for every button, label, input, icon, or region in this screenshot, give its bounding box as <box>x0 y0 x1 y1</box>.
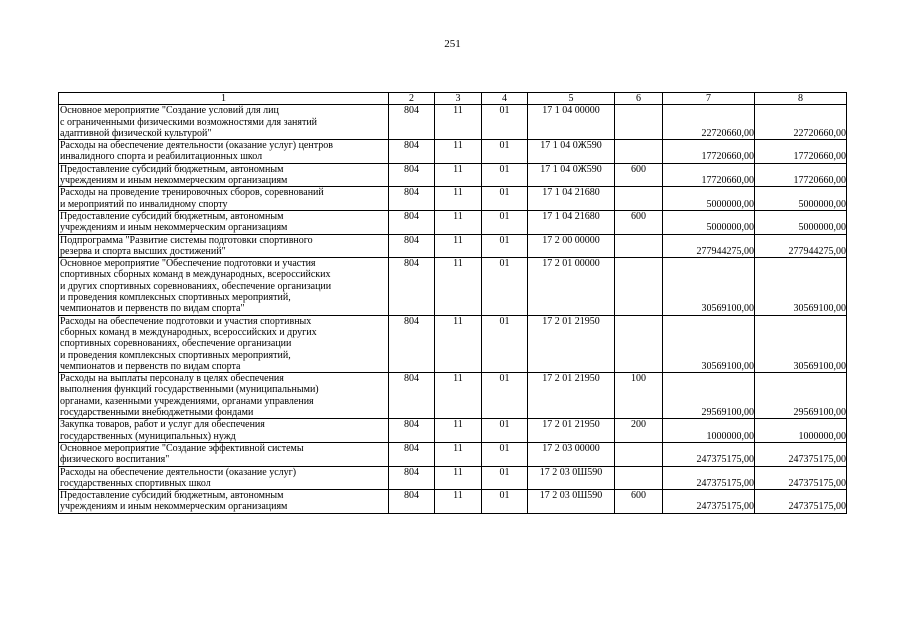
expense-type-cell <box>615 140 663 164</box>
item-name-line: спортивных сборных команд в международных, всероссийских <box>60 269 331 281</box>
item-name-line: государственных спортивных школ <box>60 477 211 489</box>
section-code-cell: 11 <box>435 234 482 258</box>
amount-cell: 30569100,00 <box>663 315 755 372</box>
item-name-line: государственных (муниципальных) нужд <box>60 430 236 442</box>
expense-type-cell <box>615 105 663 140</box>
subsection-code-cell: 01 <box>482 234 528 258</box>
ministry-code-cell: 804 <box>389 258 435 315</box>
amount-cell: 30569100,00 <box>755 315 847 372</box>
amount-cell: 247375175,00 <box>755 466 847 490</box>
item-name-line: Предоставление субсидий бюджетным, автономным <box>60 210 284 222</box>
ministry-code-cell: 804 <box>389 140 435 164</box>
amount-cell: 247375175,00 <box>755 442 847 466</box>
ministry-code-cell: 804 <box>389 373 435 419</box>
table-row <box>59 140 847 164</box>
ministry-code-cell: 804 <box>389 490 435 514</box>
item-name-cell <box>59 234 389 258</box>
item-name-cell <box>59 419 389 443</box>
section-code-cell: 11 <box>435 373 482 419</box>
target-article-cell: 17 2 01 21950 <box>528 315 615 372</box>
item-name-line: учреждениям и иным некоммерческим организациям <box>60 501 288 513</box>
header-cell: 5 <box>528 93 615 105</box>
target-article-cell: 17 1 04 00000 <box>528 105 615 140</box>
header-cell: 3 <box>435 93 482 105</box>
item-name-line: Основное мероприятие "Обеспечение подготовки и участия <box>60 258 316 270</box>
amount-cell: 17720660,00 <box>663 140 755 164</box>
item-name-line: выполнения функций государственными (муниципальными) <box>60 384 319 396</box>
ministry-code-cell: 804 <box>389 210 435 234</box>
amount-cell: 22720660,00 <box>663 105 755 140</box>
header-cell: 1 <box>59 93 389 105</box>
table-header-row <box>59 93 847 105</box>
table-row <box>59 105 847 140</box>
item-name-cell <box>59 315 389 372</box>
item-name-line: учреждениям и иным некоммерческим организациям <box>60 222 288 234</box>
budget-table <box>58 92 847 514</box>
amount-cell: 30569100,00 <box>755 258 847 315</box>
item-name-cell <box>59 442 389 466</box>
ministry-code-cell: 804 <box>389 187 435 211</box>
header-cell: 2 <box>389 93 435 105</box>
section-code-cell: 11 <box>435 419 482 443</box>
target-article-cell: 17 2 03 00000 <box>528 442 615 466</box>
item-name-cell <box>59 373 389 419</box>
section-code-cell: 11 <box>435 258 482 315</box>
item-name-line: и мероприятий по инвалидному спорту <box>60 198 228 210</box>
target-article-cell: 17 2 01 00000 <box>528 258 615 315</box>
ministry-code-cell: 804 <box>389 163 435 187</box>
amount-cell: 247375175,00 <box>663 466 755 490</box>
item-name-line: с ограниченными физическими возможностями для занятий <box>60 116 318 128</box>
target-article-cell: 17 1 04 21680 <box>528 210 615 234</box>
subsection-code-cell: 01 <box>482 419 528 443</box>
table-row <box>59 490 847 514</box>
amount-cell: 5000000,00 <box>755 187 847 211</box>
amount-cell: 5000000,00 <box>663 187 755 211</box>
target-article-cell: 17 1 04 0Ж590 <box>528 140 615 164</box>
item-name-line: адаптивной физической культурой" <box>60 127 212 139</box>
subsection-code-cell: 01 <box>482 442 528 466</box>
amount-cell: 1000000,00 <box>755 419 847 443</box>
target-article-cell: 17 1 04 21680 <box>528 187 615 211</box>
table-row <box>59 419 847 443</box>
target-article-cell: 17 2 01 21950 <box>528 373 615 419</box>
amount-cell: 17720660,00 <box>663 163 755 187</box>
header-cell: 6 <box>615 93 663 105</box>
item-name-line: сборных команд в международных, всероссийских и других <box>60 326 317 338</box>
amount-cell: 29569100,00 <box>663 373 755 419</box>
item-name-line: и других спортивных соревнованиях, обеспечение организации <box>60 280 332 292</box>
item-name-line: Расходы на обеспечение деятельности (оказание услуг) центров <box>60 140 333 152</box>
ministry-code-cell: 804 <box>389 419 435 443</box>
item-name-line: чемпионатов и первенств по видам спорта <box>60 360 241 372</box>
item-name-line: государственными внебюджетными фондами <box>60 407 254 419</box>
amount-cell: 22720660,00 <box>755 105 847 140</box>
page-number: 251 <box>444 38 461 50</box>
amount-cell: 247375175,00 <box>663 442 755 466</box>
item-name-line: и проведения комплексных спортивных мероприятий, <box>60 292 291 304</box>
ministry-code-cell: 804 <box>389 466 435 490</box>
subsection-code-cell: 01 <box>482 490 528 514</box>
item-name-line: Предоставление субсидий бюджетным, автономным <box>60 490 284 502</box>
item-name-cell <box>59 163 389 187</box>
subsection-code-cell: 01 <box>482 315 528 372</box>
amount-cell: 17720660,00 <box>755 140 847 164</box>
table-row <box>59 466 847 490</box>
subsection-code-cell: 01 <box>482 187 528 211</box>
expense-type-cell: 200 <box>615 419 663 443</box>
section-code-cell: 11 <box>435 490 482 514</box>
budget-table-body <box>59 93 847 514</box>
amount-cell: 17720660,00 <box>755 163 847 187</box>
section-code-cell: 11 <box>435 315 482 372</box>
table-row <box>59 373 847 419</box>
item-name-line: Расходы на обеспечение деятельности (оказание услуг) <box>60 466 297 478</box>
target-article-cell: 17 2 00 00000 <box>528 234 615 258</box>
subsection-code-cell: 01 <box>482 163 528 187</box>
item-name-cell <box>59 140 389 164</box>
section-code-cell: 11 <box>435 442 482 466</box>
expense-type-cell: 600 <box>615 490 663 514</box>
expense-type-cell: 100 <box>615 373 663 419</box>
item-name-line: Подпрограмма "Развитие системы подготовки спортивного <box>60 234 313 246</box>
ministry-code-cell: 804 <box>389 442 435 466</box>
ministry-code-cell: 804 <box>389 315 435 372</box>
expense-type-cell: 600 <box>615 210 663 234</box>
subsection-code-cell: 01 <box>482 373 528 419</box>
amount-cell: 29569100,00 <box>755 373 847 419</box>
table-row <box>59 163 847 187</box>
section-code-cell: 11 <box>435 105 482 140</box>
amount-cell: 247375175,00 <box>663 490 755 514</box>
section-code-cell: 11 <box>435 210 482 234</box>
item-name-line: учреждениям и иным некоммерческим организациям <box>60 175 288 187</box>
item-name-cell <box>59 187 389 211</box>
expense-type-cell <box>615 466 663 490</box>
target-article-cell: 17 1 04 0Ж590 <box>528 163 615 187</box>
section-code-cell: 11 <box>435 163 482 187</box>
table-row <box>59 258 847 315</box>
amount-cell: 277944275,00 <box>755 234 847 258</box>
subsection-code-cell: 01 <box>482 105 528 140</box>
item-name-line: спортивных соревнованиях, обеспечение организации <box>60 338 292 350</box>
item-name-line: Закупка товаров, работ и услуг для обеспечения <box>60 419 265 431</box>
item-name-cell <box>59 466 389 490</box>
item-name-line: Расходы на обеспечение подготовки и участия спортивных <box>60 315 312 327</box>
table-row <box>59 234 847 258</box>
ministry-code-cell: 804 <box>389 234 435 258</box>
expense-type-cell <box>615 187 663 211</box>
item-name-line: резерва и спорта высших достижений" <box>60 245 226 257</box>
item-name-line: Расходы на проведение тренировочных сборов, соревнований <box>60 187 324 199</box>
header-cell: 7 <box>663 93 755 105</box>
item-name-line: инвалидного спорта и реабилитационных школ <box>60 151 263 163</box>
amount-cell: 277944275,00 <box>663 234 755 258</box>
expense-type-cell <box>615 234 663 258</box>
subsection-code-cell: 01 <box>482 258 528 315</box>
item-name-line: органами, казенными учреждениями, органами управления <box>60 395 314 407</box>
section-code-cell: 11 <box>435 140 482 164</box>
table-row <box>59 315 847 372</box>
item-name-line: Основное мероприятие "Создание эффективной системы <box>60 442 304 454</box>
subsection-code-cell: 01 <box>482 466 528 490</box>
item-name-line: и проведения комплексных спортивных мероприятий, <box>60 349 291 361</box>
table-row <box>59 210 847 234</box>
header-cell: 4 <box>482 93 528 105</box>
expense-type-cell <box>615 442 663 466</box>
ministry-code-cell: 804 <box>389 105 435 140</box>
item-name-cell <box>59 105 389 140</box>
amount-cell: 1000000,00 <box>663 419 755 443</box>
target-article-cell: 17 2 03 0Ш590 <box>528 490 615 514</box>
item-name-line: Расходы на выплаты персоналу в целях обеспечения <box>60 373 284 385</box>
item-name-line: физического воспитания" <box>60 454 170 466</box>
section-code-cell: 11 <box>435 187 482 211</box>
amount-cell: 247375175,00 <box>755 490 847 514</box>
expense-type-cell <box>615 315 663 372</box>
expense-type-cell: 600 <box>615 163 663 187</box>
subsection-code-cell: 01 <box>482 210 528 234</box>
item-name-cell <box>59 490 389 514</box>
table-row <box>59 187 847 211</box>
item-name-line: чемпионатов и первенств по видам спорта" <box>60 303 245 315</box>
item-name-line: Основное мероприятие "Создание условий для лиц <box>60 105 279 117</box>
target-article-cell: 17 2 01 21950 <box>528 419 615 443</box>
item-name-line: Предоставление субсидий бюджетным, автономным <box>60 163 284 175</box>
subsection-code-cell: 01 <box>482 140 528 164</box>
amount-cell: 5000000,00 <box>663 210 755 234</box>
amount-cell: 30569100,00 <box>663 258 755 315</box>
item-name-cell <box>59 258 389 315</box>
target-article-cell: 17 2 03 0Ш590 <box>528 466 615 490</box>
expense-type-cell <box>615 258 663 315</box>
amount-cell: 5000000,00 <box>755 210 847 234</box>
item-name-cell <box>59 210 389 234</box>
header-cell: 8 <box>755 93 847 105</box>
table-row <box>59 442 847 466</box>
section-code-cell: 11 <box>435 466 482 490</box>
